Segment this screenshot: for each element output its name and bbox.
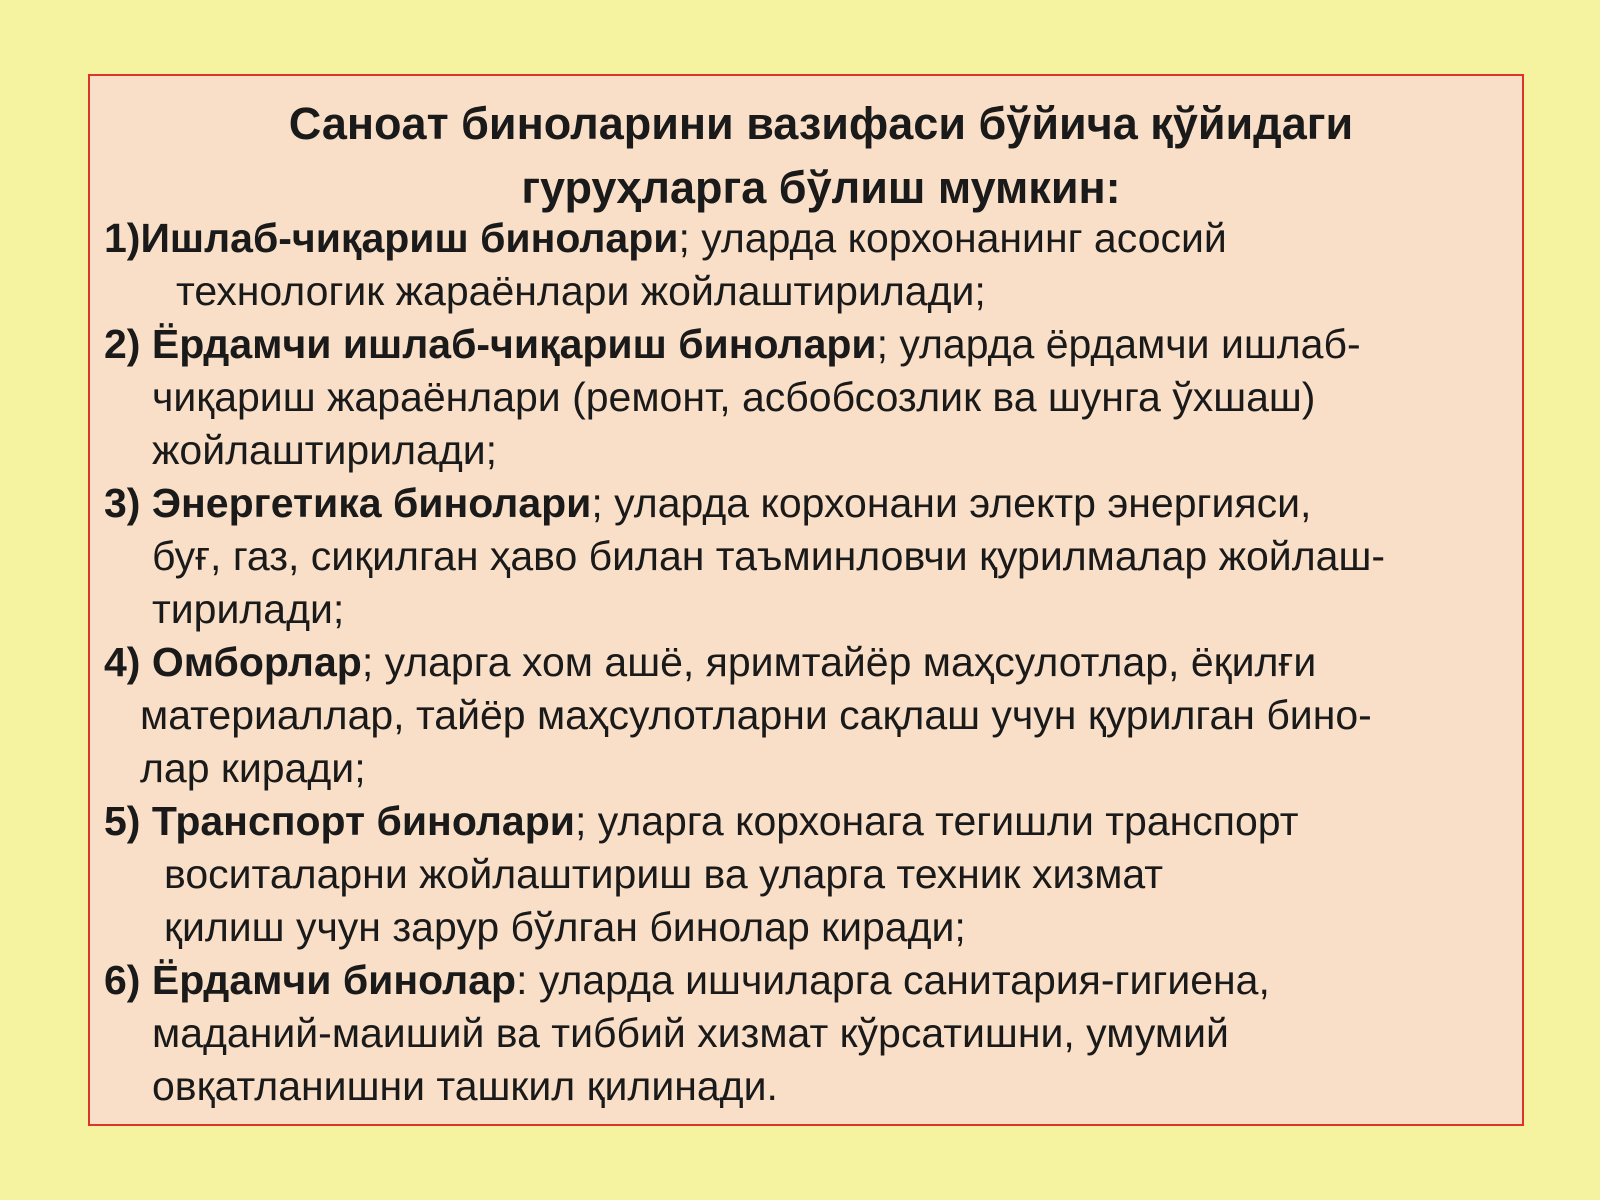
- item-5-continuation: қилиш учун зарур бўлган бинолар киради;: [164, 904, 966, 950]
- title-line-2: гуруҳларга бўлиш мумкин:: [521, 162, 1121, 213]
- item-6-text: : уларда ишчиларга санитария-гигиена,: [516, 957, 1270, 1003]
- item-5-continuation: воситаларни жойлаштириш ва уларга техник хизмат: [164, 851, 1164, 897]
- item-1-heading: 1)Ишлаб-чиқариш бинолари: [104, 215, 679, 261]
- item-4-continuation: лар киради;: [140, 745, 366, 791]
- item-3-continuation: буғ, газ, сиқилган ҳаво билан таъминловчи қурилмалар жойлаш-: [152, 533, 1385, 579]
- item-4-continuation: материаллар, тайёр маҳсулотларни сақлаш учун қурилган бино-: [140, 692, 1372, 738]
- item-5-first-line: [104, 795, 1298, 847]
- item-2-continuation: жойлаштирилади;: [152, 427, 498, 473]
- item-6-continuation: овқатланишни ташкил қилинади.: [152, 1063, 778, 1109]
- item-2-continuation: чиқариш жараёнлари (ремонт, асбобсозлик ва шунга ўхшаш): [152, 374, 1316, 420]
- item-6-first-line: [104, 954, 1270, 1006]
- item-1-continuation: технологик жараёнлари жойлаштирилади;: [176, 268, 986, 314]
- item-6-continuation: маданий-маиший ва тиббий хизмат кўрсатишни, умумий: [152, 1010, 1229, 1056]
- item-4-text: ; уларга хом ашё, яримтайёр маҳсулотлар, ёқилғи: [361, 639, 1317, 685]
- item-6-heading: 6) Ёрдамчи бинолар: [104, 957, 517, 1003]
- item-3-first-line: [104, 477, 1311, 529]
- item-1-text: ; уларда корхонанинг асосий: [678, 215, 1227, 261]
- item-5-heading: 5) Транспорт бинолари: [104, 798, 575, 844]
- item-2-text: ; уларда ёрдамчи ишлаб-: [876, 321, 1361, 367]
- item-3-heading: 3) Энергетика бинолари: [104, 480, 592, 526]
- item-5-text: ; уларга корхонага тегишли транспорт: [574, 798, 1299, 844]
- item-4-first-line: [104, 636, 1316, 688]
- item-3-text: ; уларда корхонани электр энергияси,: [591, 480, 1312, 526]
- slide-title: [90, 92, 1522, 220]
- item-4-heading: 4) Омборлар: [104, 639, 362, 685]
- item-3-continuation: тирилади;: [152, 586, 345, 632]
- content-box: [88, 74, 1524, 1126]
- item-2-heading: 2) Ёрдамчи ишлаб-чиқариш бинолари: [104, 321, 877, 367]
- item-1-first-line: [104, 212, 1227, 264]
- item-2-first-line: [104, 318, 1361, 370]
- title-line-1: Саноат биноларини вазифаси бўйича қўйидаги: [288, 98, 1354, 149]
